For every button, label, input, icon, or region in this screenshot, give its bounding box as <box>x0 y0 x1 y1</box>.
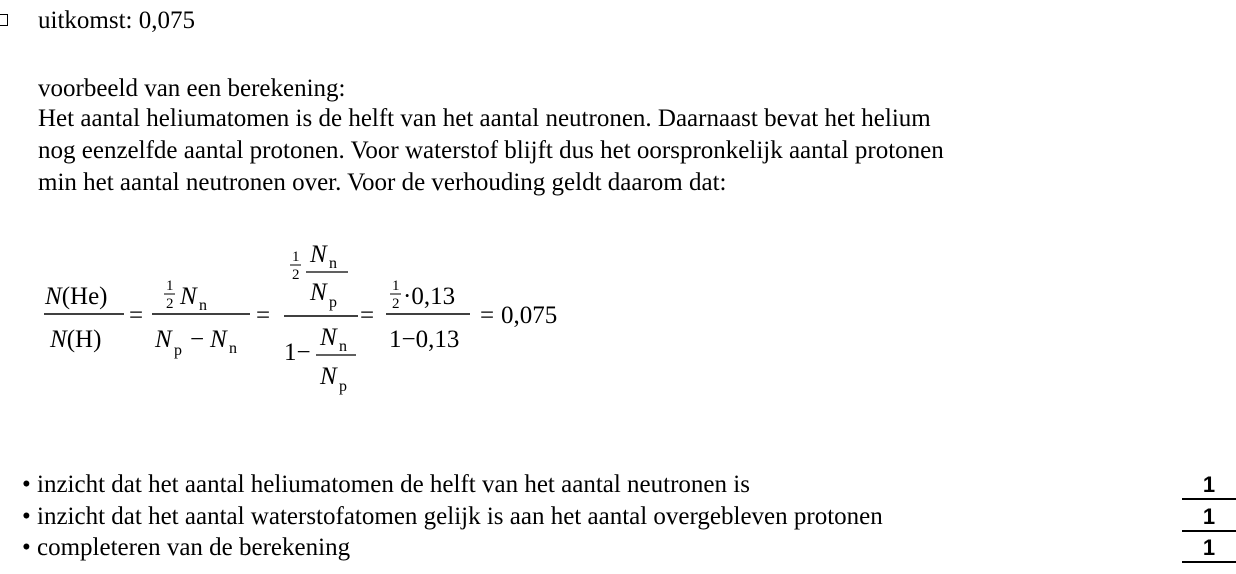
equals-1: = <box>129 302 144 329</box>
den-value: 1−0,13 <box>389 326 460 353</box>
lhs-numerator-n: N <box>45 283 62 310</box>
equals-2: = <box>256 302 271 329</box>
svg-text:N(He) <box>44 283 108 310</box>
example-line-2: nog eenzelfde aantal protonen. Voor waterstof blijft dus het oorspronkelijk aantal protonen <box>38 137 944 164</box>
svg-text:N: N <box>180 283 197 310</box>
svg-text:N(H): N(H) <box>50 326 102 353</box>
bullet-icon: • <box>22 471 31 498</box>
equals-3: = <box>360 302 375 329</box>
svg-text:p: p <box>329 294 337 311</box>
criterion-2 <box>22 502 883 532</box>
example-line-3: min het aantal neutronen over. Voor de verhouding geldt daarom dat: <box>38 169 727 196</box>
svg-text:n: n <box>229 340 237 357</box>
example-heading: voorbeeld van een berekening: <box>38 75 346 102</box>
bullet-icon: • <box>22 534 31 561</box>
svg-text:p: p <box>174 342 182 359</box>
criterion-score: 1 <box>1182 504 1236 532</box>
svg-text:1: 1 <box>292 249 300 265</box>
svg-text:−: − <box>190 326 205 353</box>
svg-text:n: n <box>339 338 347 355</box>
svg-text:n: n <box>199 297 207 314</box>
criterion-text: completeren van de berekening <box>37 534 351 561</box>
svg-text:N: N <box>310 241 327 268</box>
svg-text:2: 2 <box>392 296 400 312</box>
svg-text:N: N <box>155 326 172 353</box>
svg-text:N: N <box>310 279 327 306</box>
svg-text:2: 2 <box>292 267 300 283</box>
lhs-denominator-rest: (H) <box>66 326 102 353</box>
svg-text:p: p <box>339 378 347 395</box>
svg-text:n: n <box>329 255 337 272</box>
svg-text:N: N <box>320 363 337 390</box>
lhs-numerator-rest: (He) <box>61 283 108 310</box>
equals-4: = <box>480 302 495 329</box>
bullet-icon: • <box>22 503 31 530</box>
svg-text:1−: 1− <box>284 339 311 366</box>
svg-text:N: N <box>320 324 337 351</box>
criterion-text: inzicht dat het aantal heliumatomen de helft van het aantal neutronen is <box>37 471 750 498</box>
half-den-1: 2 <box>166 296 174 312</box>
dot-value: ·0,13 <box>403 283 456 310</box>
criterion-score: 1 <box>1182 472 1236 500</box>
criterion-1 <box>22 470 750 500</box>
half-num-1: 1 <box>166 278 174 294</box>
svg-text:N: N <box>210 326 227 353</box>
answer-outcome: uitkomst: 0,075 <box>38 7 195 34</box>
svg-text:1: 1 <box>392 278 400 294</box>
criterion-score: 1 <box>1182 535 1236 563</box>
criterion-3 <box>22 533 350 563</box>
criterion-text: inzicht dat het aantal waterstofatomen gelijk is aan het aantal overgebleven protonen <box>37 503 883 530</box>
example-line-1: Het aantal heliumatomen is de helft van het aantal neutronen. Daarnaast bevat het helium <box>38 105 931 132</box>
result-value: 0,075 <box>501 302 558 329</box>
